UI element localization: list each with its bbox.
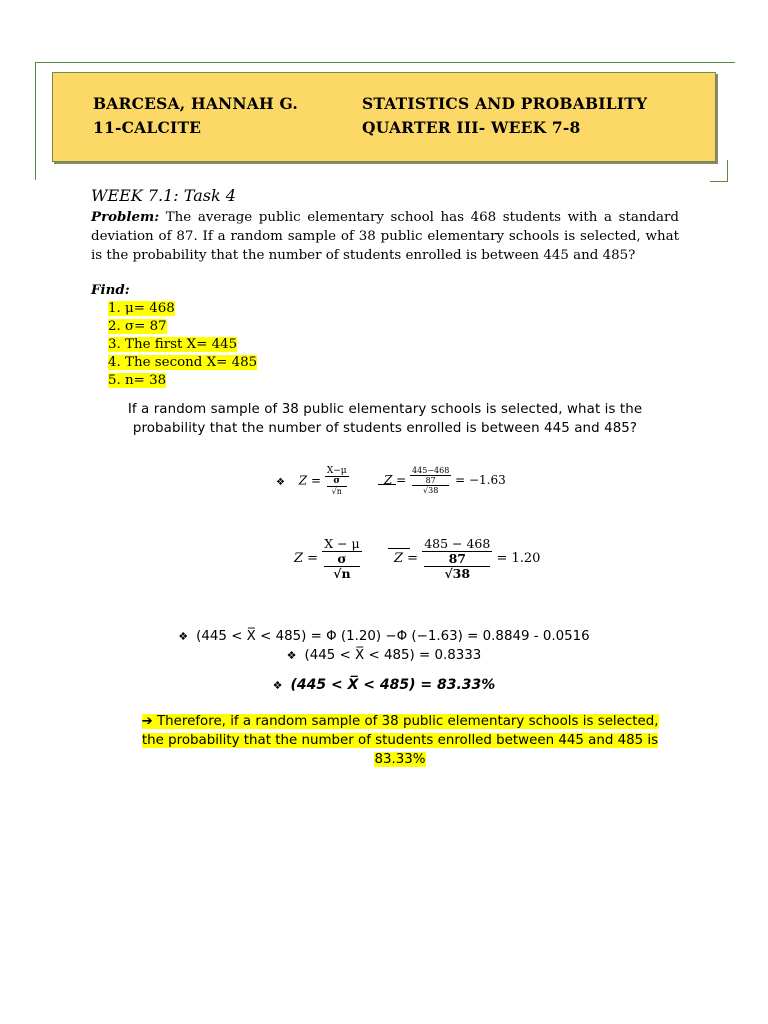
formula-2-substituted: Z = 485 − 468 87 √38 = 1.20 (394, 536, 541, 581)
list-item: 2. σ= 87 (108, 319, 167, 334)
step-3-result: ❖ (445 < X̅ < 485) = 83.33% (272, 677, 496, 693)
list-item: 3. The first X= 445 (108, 337, 238, 352)
problem-paragraph (91, 208, 679, 265)
list-item: 4. The second X= 485 (108, 355, 258, 370)
problem-text: The average public elementary school has 468 students with a standard deviation of 87. If a random sample of 38 public elementary schools is selected, what is the probability that the number of students enrolled is between 445 and 485? (91, 210, 679, 263)
list-item: 1. μ= 468 (108, 301, 175, 316)
formula-1-general: ❖ Z = X−μ σ √n (276, 466, 347, 496)
formula-2-general: Z = X − μ σ √n (294, 536, 360, 581)
subject-title: STATISTICS AND PROBABILITY (362, 94, 648, 113)
header-box (52, 72, 716, 162)
student-section: 11-CALCITE (93, 118, 202, 137)
conclusion: ➔ Therefore, if a random sample of 38 public elementary schools is selected, the probability that the number of students enrolled between 445 and 485 is 83.33% (141, 714, 659, 767)
frame-line-right (727, 160, 728, 182)
week-title: WEEK 7.1: Task 4 (91, 186, 236, 205)
given-list (108, 300, 257, 390)
formula-1-substituted: Z = 445−468 87 √38 = −1.63 (384, 466, 506, 495)
student-name: BARCESA, HANNAH G. (93, 94, 298, 113)
frame-line-top (35, 62, 735, 63)
frame-line-left (35, 62, 36, 180)
step-2: ❖ (445 < X̅ < 485) = 0.8333 (286, 648, 482, 663)
question-text: If a random sample of 38 public elementary schools is selected, what is the probability that the number of students enrolled is between 445 and 485? (127, 402, 643, 436)
find-label: Find: (91, 282, 130, 298)
problem-label: Problem: (91, 209, 160, 225)
list-item: 5. n= 38 (108, 373, 167, 388)
frame-line-bottom (710, 181, 728, 182)
step-1: ❖ (445 < X̅ < 485) = Φ (1.20) −Φ (−1.63) = 0.8849 - 0.0516 (178, 629, 590, 644)
diamond-bullet: ❖ (276, 476, 285, 488)
quarter-week: QUARTER III- WEEK 7-8 (362, 118, 581, 137)
